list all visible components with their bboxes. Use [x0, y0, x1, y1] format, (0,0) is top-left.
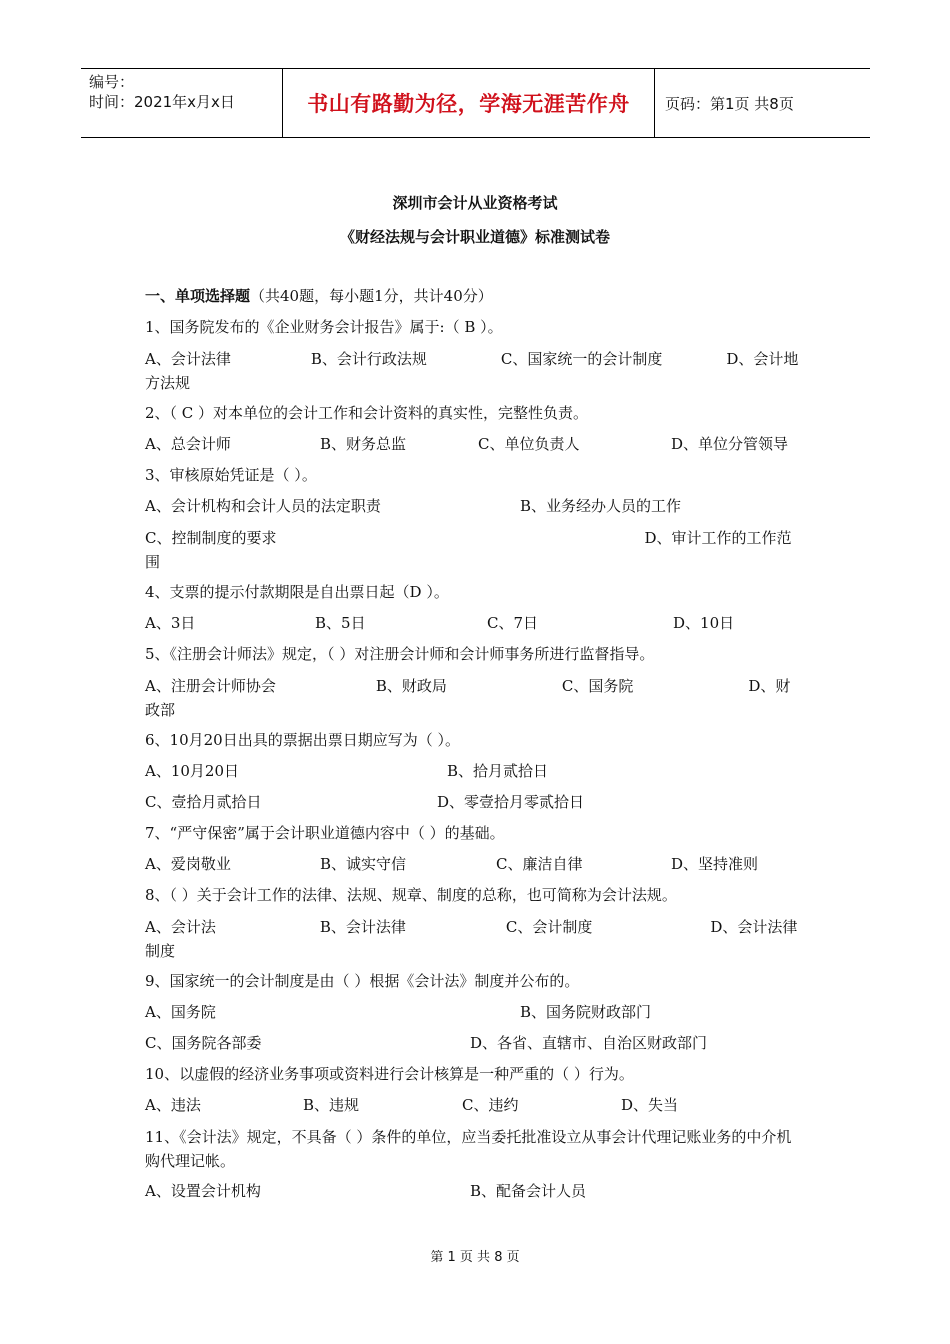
page-header	[81, 68, 870, 138]
option: A、国务院	[145, 1003, 216, 1021]
option: C、壹拾月贰拾日	[145, 793, 262, 811]
option: C、7日	[487, 614, 539, 632]
option: B、会计法律	[319, 918, 406, 936]
option: C、违约	[462, 1096, 519, 1114]
option: A、10月20日	[145, 762, 240, 780]
options-10	[145, 1094, 800, 1125]
page-footer: 第 1 页 共 8 页	[430, 1250, 520, 1265]
options-6a	[145, 760, 800, 791]
option: D、审计工作的工作范围	[145, 529, 792, 571]
option: C、廉洁自律	[496, 855, 583, 873]
option: C、控制制度的要求	[145, 529, 277, 547]
options-3a	[145, 495, 800, 526]
options-4	[145, 612, 800, 643]
question-1: 1、国务院发布的《企业财务会计报告》属于:（ B ）。	[145, 318, 503, 336]
option: C、国务院	[561, 677, 634, 695]
option: B、会计行政法规	[310, 350, 427, 368]
option: D、财政部	[145, 677, 791, 719]
option: C、单位负责人	[478, 435, 580, 453]
option: C、会计制度	[505, 918, 593, 936]
option: A、会计机构和会计人员的法定职责	[145, 497, 381, 515]
option: A、会计法律	[145, 350, 231, 368]
options-9a	[145, 1001, 800, 1032]
exam-content	[145, 285, 800, 1211]
option: C、国务院各部委	[145, 1034, 262, 1052]
question-7: 7、“严守保密”属于会计职业道德内容中（ ）的基础。	[145, 824, 505, 842]
header-motto: 书山有路勤为径，学海无涯苦作舟	[282, 69, 655, 137]
option: A、违法	[145, 1096, 201, 1114]
option: B、违规	[303, 1096, 360, 1114]
options-1	[145, 347, 800, 395]
doc-title-line1: 深圳市会计从业资格考试	[392, 194, 558, 212]
option: B、业务经办人员的工作	[520, 497, 682, 515]
option: D、10日	[673, 614, 735, 632]
option: A、爱岗敬业	[145, 855, 231, 873]
options-2	[145, 433, 800, 464]
question-5: 5、《注册会计师法》规定，（ ）对注册会计师和会计师事务所进行监督指导。	[145, 645, 655, 663]
options-7	[145, 853, 800, 884]
option: C、国家统一的会计制度	[500, 350, 663, 368]
option: A、会计法	[145, 918, 216, 936]
question-9: 9、国家统一的会计制度是由（ ）根据《会计法》制度并公布的。	[145, 972, 580, 990]
question-6: 6、10月20日出具的票据出票日期应写为（ ）。	[145, 731, 460, 749]
option: D、单位分管领导	[671, 435, 789, 453]
time-label: 时间：2021年x月x日	[89, 93, 235, 111]
question-4: 4、支票的提示付款期限是自出票日起（D ）。	[145, 583, 449, 601]
question-8: 8、（ ）关于会计工作的法律、法规、规章、制度的总称，也可简称为会计法规。	[145, 886, 677, 904]
option: B、财政局	[375, 677, 447, 695]
option: D、坚持准则	[671, 855, 759, 873]
question-10: 10、以虚假的经济业务事项或资料进行会计核算是一种严重的（ ）行为。	[145, 1065, 634, 1083]
options-9b	[145, 1032, 800, 1063]
section-heading	[145, 285, 800, 316]
options-8	[145, 915, 800, 963]
option: A、注册会计师协会	[145, 677, 276, 695]
options-3b	[145, 526, 800, 574]
option: D、失当	[621, 1096, 679, 1114]
question-11: 11、《会计法》规定，不具备（ ）条件的单位，应当委托批准设立从事会计代理记账业务的中介机购代理记帐。	[145, 1128, 792, 1170]
header-meta	[81, 69, 282, 137]
options-6b	[145, 791, 800, 822]
option: B、诚实守信	[320, 855, 407, 873]
option: D、零壹拾月零贰拾日	[437, 793, 585, 811]
doc-title-line2: 《财经法规与会计职业道德》标准测试卷	[339, 228, 610, 246]
section-title: 一、单项选择题	[145, 287, 251, 305]
option: D、会计地方法规	[145, 350, 799, 392]
option: B、国务院财政部门	[520, 1003, 652, 1021]
header-page-info: 页码：第1页 共8页	[665, 94, 794, 113]
option: B、财务总监	[320, 435, 407, 453]
option: A、3日	[145, 614, 196, 632]
option: D、各省、直辖市、自治区财政部门	[470, 1034, 708, 1052]
question-3: 3、审核原始凭证是（ ）。	[145, 466, 317, 484]
options-5	[145, 674, 800, 722]
option: B、拾月贰拾日	[447, 762, 549, 780]
question-2: 2、（ C ）对本单位的会计工作和会计资料的真实性，完整性负责。	[145, 404, 589, 422]
option: A、总会计师	[145, 435, 231, 453]
option: A、设置会计机构	[145, 1182, 261, 1200]
option: D、会计法律制度	[145, 918, 798, 960]
option: B、配备会计人员	[470, 1182, 587, 1200]
options-11	[145, 1180, 800, 1211]
number-label: 编号：	[89, 73, 135, 91]
section-note: （共40题，每小题1分，共计40分）	[250, 287, 493, 305]
option: B、5日	[315, 614, 366, 632]
